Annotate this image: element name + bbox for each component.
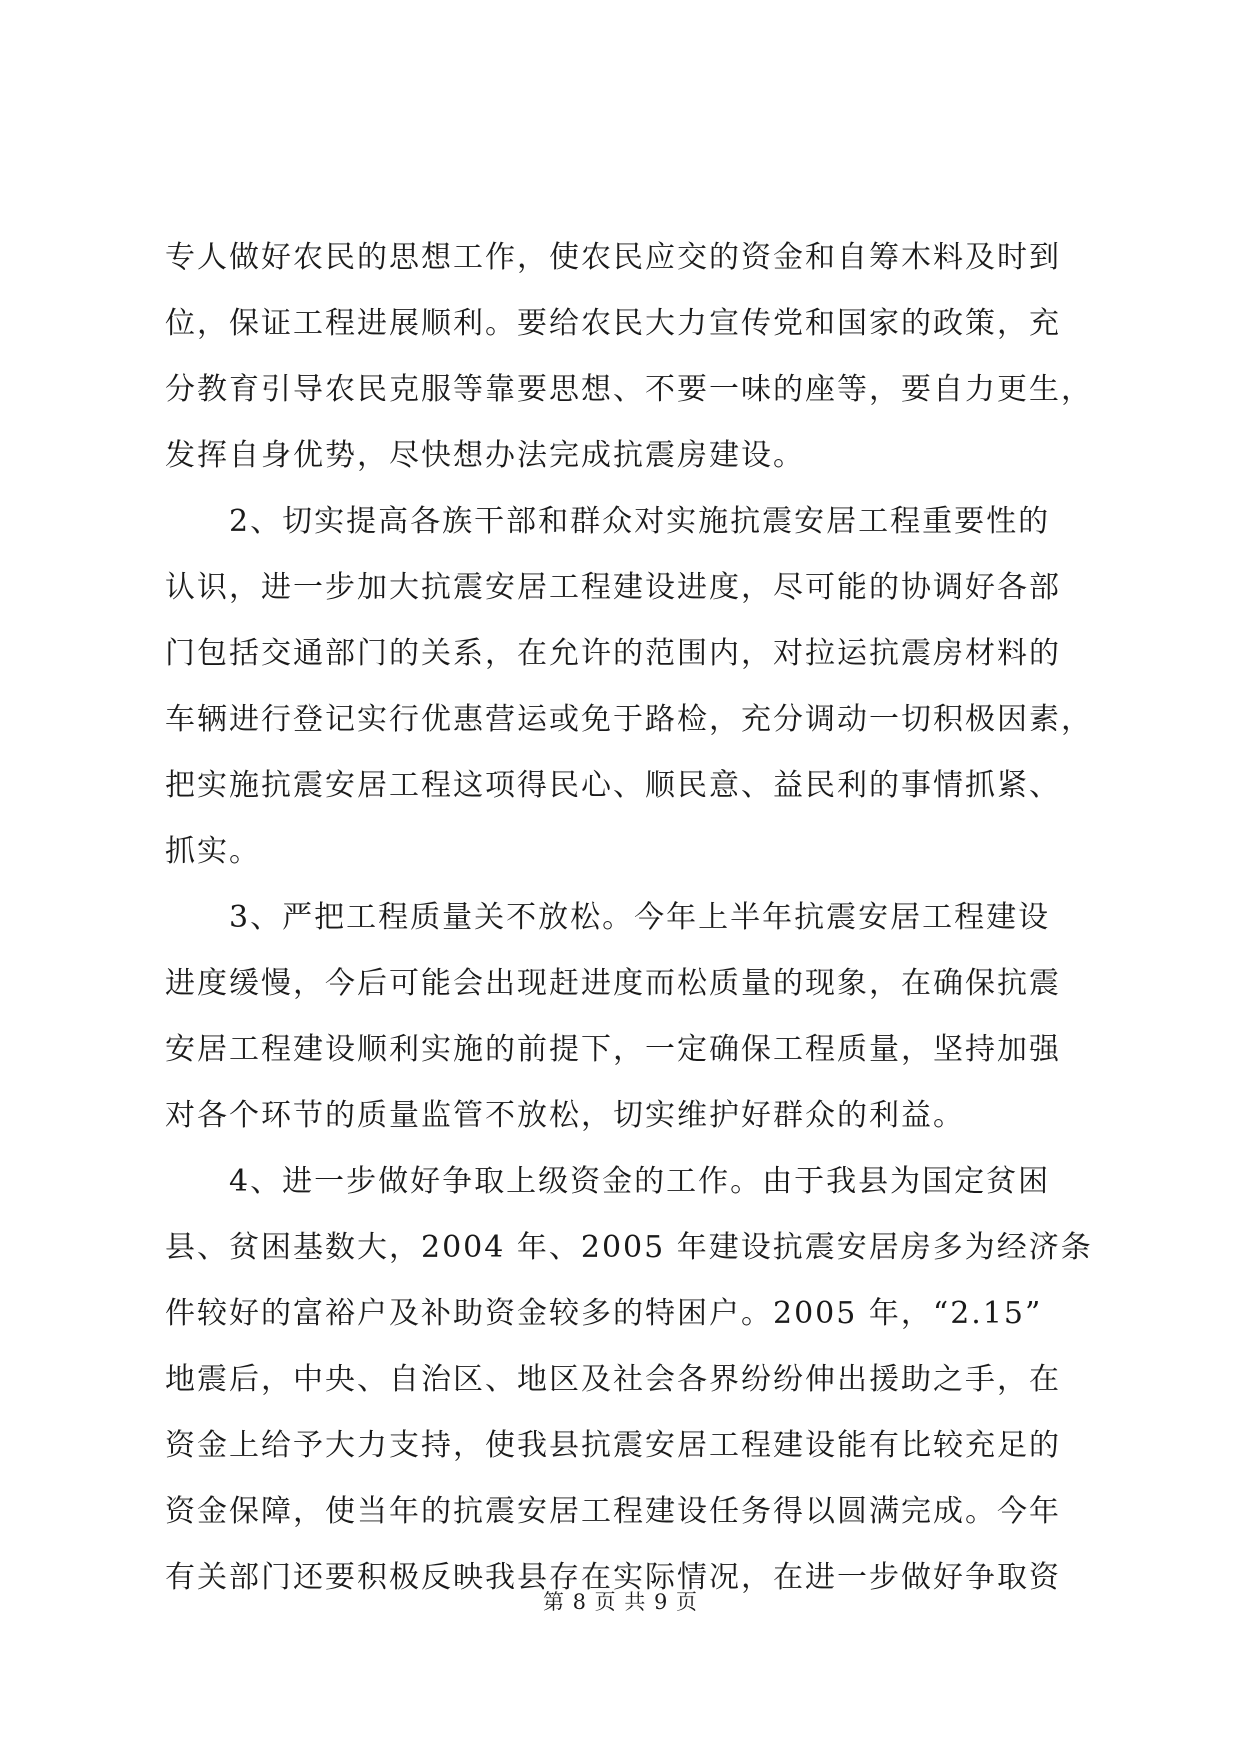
text-line: 专人做好农民的思想工作，使农民应交的资金和自筹木料及时到 bbox=[165, 240, 1061, 275]
text-line: 认识，进一步加大抗震安居工程建设进度，尽可能的协调好各部 bbox=[165, 570, 1061, 605]
text-line: 资金上给予大力支持，使我县抗震安居工程建设能有比较充足的 bbox=[165, 1428, 1061, 1463]
text-line: 车辆进行登记实行优惠营运或免于路检，充分调动一切积极因素， bbox=[165, 702, 1093, 737]
body-text bbox=[165, 225, 1093, 1611]
text-line: 县、贫困基数大，2004 年、2005 年建设抗震安居房多为经济条 bbox=[165, 1230, 1093, 1265]
text-line: 把实施抗震安居工程这项得民心、顺民意、益民利的事情抓紧、 bbox=[165, 768, 1061, 803]
text-line: 3、严把工程质量关不放松。今年上半年抗震安居工程建设 bbox=[165, 900, 1051, 935]
page-footer bbox=[0, 1586, 1241, 1616]
text-line: 位，保证工程进展顺利。要给农民大力宣传党和国家的政策，充 bbox=[165, 306, 1061, 341]
text-line: 分教育引导农民克服等靠要思想、不要一味的座等，要自力更生， bbox=[165, 372, 1093, 407]
text-line: 2、切实提高各族干部和群众对实施抗震安居工程重要性的 bbox=[165, 504, 1051, 539]
text-line: 件较好的富裕户及补助资金较多的特困户。2005 年，“2.15” bbox=[165, 1296, 1043, 1331]
text-line: 抓实。 bbox=[165, 834, 261, 869]
page-number-label: 第 8 页 共 9 页 bbox=[542, 1590, 699, 1614]
text-line: 发挥自身优势，尽快想办法完成抗震房建设。 bbox=[165, 438, 805, 473]
text-line: 门包括交通部门的关系，在允许的范围内，对拉运抗震房材料的 bbox=[165, 636, 1061, 671]
text-line: 进度缓慢，今后可能会出现赶进度而松质量的现象，在确保抗震 bbox=[165, 966, 1061, 1001]
text-line: 4、进一步做好争取上级资金的工作。由于我县为国定贫困 bbox=[165, 1164, 1051, 1199]
text-line: 安居工程建设顺利实施的前提下，一定确保工程质量，坚持加强 bbox=[165, 1032, 1061, 1067]
text-line: 资金保障，使当年的抗震安居工程建设任务得以圆满完成。今年 bbox=[165, 1494, 1061, 1529]
text-line: 有关部门还要积极反映我县存在实际情况，在进一步做好争取资 bbox=[165, 1560, 1061, 1595]
text-line: 地震后，中央、自治区、地区及社会各界纷纷伸出援助之手，在 bbox=[165, 1362, 1061, 1397]
text-line: 对各个环节的质量监管不放松，切实维护好群众的利益。 bbox=[165, 1098, 965, 1133]
